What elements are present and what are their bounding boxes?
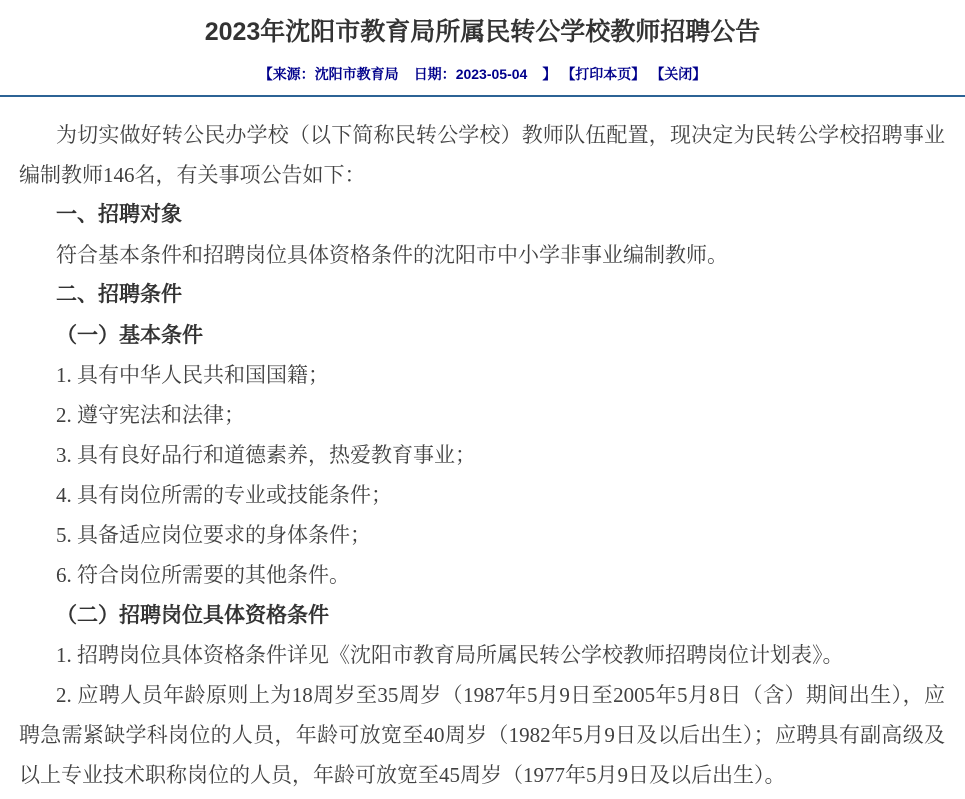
intro-paragraph: 为切实做好转公民办学校（以下简称民转公学校）教师队伍配置，现决定为民转公学校招聘事业编制教师146名，有关事项公告如下： <box>19 123 945 187</box>
section-heading-recruit-condition: 二、招聘条件 <box>56 283 182 306</box>
announcement-body <box>0 97 965 795</box>
meta-bracket-open: 【 <box>258 66 273 82</box>
list-item: 2. 遵守宪法和法律； <box>56 403 245 427</box>
meta-date-label: 日期： <box>413 66 456 82</box>
list-item: 1. 招聘岗位具体资格条件详见《沈阳市教育局所属民转公学校教师招聘岗位计划表》。 <box>56 643 844 667</box>
meta-date-value: 2023-05-04 <box>455 66 528 82</box>
list-item: 4. 具有岗位所需的专业或技能条件； <box>56 483 392 507</box>
meta-bracket-close: 】 <box>542 66 557 82</box>
subsection-heading-qualification: （二）招聘岗位具体资格条件 <box>56 603 329 627</box>
list-item: 1. 具有中华人民共和国国籍； <box>56 363 329 387</box>
list-item: 5. 具备适应岗位要求的身体条件； <box>56 523 371 547</box>
meta-source-label: 来源： <box>272 66 315 82</box>
list-item: 6. 符合岗位所需要的其他条件。 <box>56 563 350 587</box>
print-page-link[interactable]: 【打印本页】 <box>568 66 646 82</box>
section-heading-recruit-target: 一、招聘对象 <box>56 203 182 226</box>
page-title: 2023年沈阳市教育局所属民转公学校教师招聘公告 <box>204 18 761 46</box>
meta-source-value: 沈阳市教育局 <box>314 66 399 82</box>
meta-bar <box>0 67 965 82</box>
list-item: 3. 具有良好品行和道德素养，热爱教育事业； <box>56 443 476 467</box>
close-page-link[interactable]: 【关闭】 <box>657 66 707 82</box>
page-header <box>0 0 965 97</box>
list-item: 2. 应聘人员年龄原则上为18周岁至35周岁（1987年5月9日至2005年5月8日（含）期间出生），应聘急需紧缺学科岗位的人员，年龄可放宽至40周岁（1982年5月9日及以后出生）；应聘具有副高级及以上专业技术职称岗位的人员，年龄可放宽至45周岁（1977年5月9日及以后出生）。 <box>19 683 945 787</box>
subsection-heading-basic: （一）基本条件 <box>56 323 203 347</box>
paragraph: 符合基本条件和招聘岗位具体资格条件的沈阳市中小学非事业编制教师。 <box>56 243 728 267</box>
